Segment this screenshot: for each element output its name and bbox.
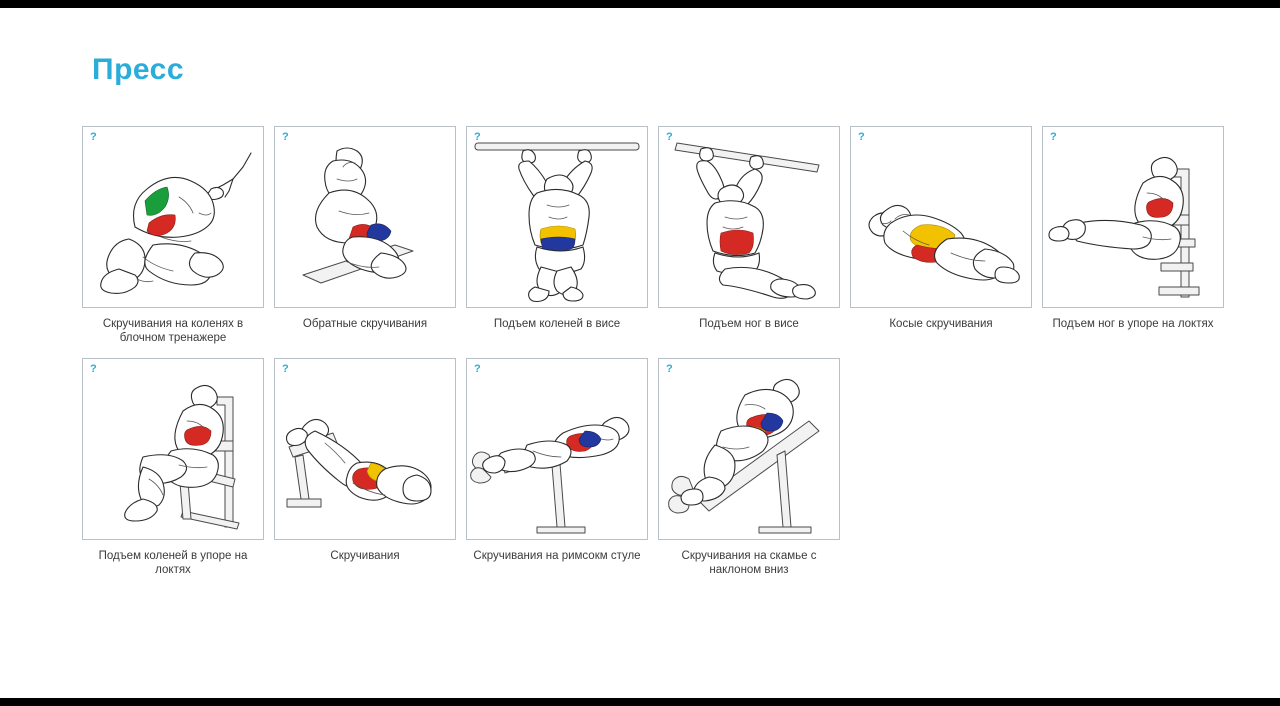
help-icon[interactable]: ? — [90, 131, 97, 143]
exercise-thumbnail[interactable] — [82, 358, 264, 540]
exercise-card-hanging-leg-raise[interactable] — [658, 126, 840, 331]
exercise-label: Обратные скручивания — [302, 318, 428, 330]
help-icon[interactable]: ? — [282, 362, 289, 375]
help-icon[interactable]: ? — [474, 362, 481, 375]
help-icon[interactable]: ? — [858, 131, 865, 143]
exercise-label: Косые скручивания — [889, 318, 993, 330]
exercise-label: Подъем ног в висе — [699, 318, 799, 330]
exercise-label: Скручивания на коленях в блочном тренажере — [102, 318, 244, 345]
exercise-thumbnail[interactable] — [466, 126, 648, 308]
exercise-row-1 — [82, 126, 1214, 346]
exercise-label: Подъем коленей в упоре на локтях — [98, 549, 248, 577]
help-icon[interactable]: ? — [90, 362, 97, 375]
page-title: Пресс — [92, 53, 185, 86]
exercise-thumbnail[interactable] — [82, 126, 264, 308]
exercise-thumbnail[interactable] — [274, 126, 456, 308]
exercise-card-reverse-crunch[interactable] — [274, 126, 456, 331]
exercise-card-oblique-crunch[interactable] — [850, 126, 1032, 331]
exercise-thumbnail[interactable] — [658, 358, 840, 540]
exercise-grid — [82, 126, 1214, 578]
exercise-label: Скручивания на скамье с наклоном вниз — [681, 549, 817, 577]
exercise-row-2 — [82, 358, 1202, 578]
slide — [0, 8, 1280, 698]
help-icon[interactable]: ? — [474, 131, 481, 143]
exercise-label: Скручивания — [330, 549, 400, 562]
help-icon[interactable]: ? — [666, 362, 673, 375]
exercise-thumbnail[interactable] — [658, 126, 840, 308]
help-icon[interactable]: ? — [666, 131, 673, 143]
exercise-card-captains-chair-knee-raise[interactable] — [82, 358, 264, 578]
exercise-label: Скручивания на римсокм стуле — [473, 549, 641, 562]
exercise-card-hanging-knee-raise[interactable] — [466, 126, 648, 331]
exercise-thumbnail[interactable] — [1042, 126, 1224, 308]
exercise-card-captains-chair-leg-raise[interactable] — [1042, 126, 1224, 331]
exercise-label: Подъем коленей в висе — [493, 318, 621, 330]
exercise-card-crunch[interactable] — [274, 358, 456, 563]
exercise-card-roman-chair-crunch[interactable] — [466, 358, 648, 563]
exercise-thumbnail[interactable] — [850, 126, 1032, 308]
help-icon[interactable]: ? — [282, 131, 289, 143]
exercise-card-decline-bench-crunch[interactable] — [658, 358, 840, 578]
exercise-thumbnail[interactable] — [466, 358, 648, 540]
exercise-card-cable-kneeling-crunch[interactable] — [82, 126, 264, 346]
help-icon[interactable]: ? — [1050, 131, 1057, 143]
exercise-thumbnail[interactable] — [274, 358, 456, 540]
exercise-label: Подъем ног в упоре на локтях — [1052, 318, 1214, 330]
